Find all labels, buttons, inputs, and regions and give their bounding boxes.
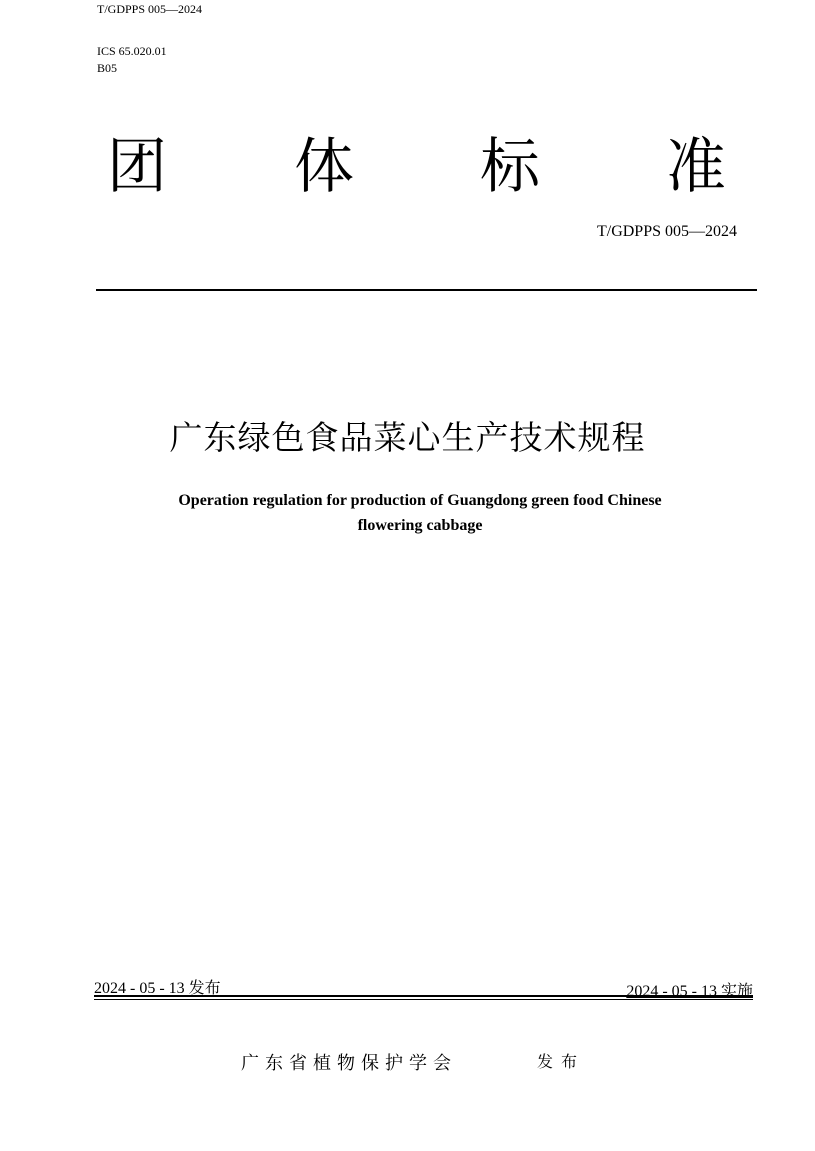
chinese-title: 广东绿色食品菜心生产技术规程: [169, 418, 646, 457]
english-title-line-2: flowering cabbage: [357, 517, 483, 534]
effective-date: 2024 - 05 - 13 实施: [626, 983, 753, 1000]
ccs-code: B05: [97, 61, 118, 75]
english-title-line-1: Operation regulation for production of Guangdong green food Chinese: [178, 492, 662, 509]
english-title: [120, 488, 720, 538]
standard-number: T/GDPPS 005—2024: [596, 223, 737, 240]
bottom-divider-thin: [94, 999, 753, 1000]
publisher-name: 广东省植物保护学会: [241, 1053, 457, 1074]
category-char-2: 体: [294, 132, 354, 202]
publish-action: 发布: [537, 1052, 586, 1071]
top-divider: [96, 289, 757, 291]
ics-code: ICS 65.020.01: [97, 44, 167, 58]
category-char-3: 标: [480, 132, 540, 202]
classification-block: [97, 43, 167, 77]
category-char-1: 团: [107, 132, 167, 202]
header-standard-code: T/GDPPS 005—2024: [97, 2, 203, 16]
bottom-divider-thick: [94, 995, 753, 997]
publish-date: 2024 - 05 - 13 发布: [94, 980, 221, 997]
category-char-4: 准: [666, 132, 726, 202]
